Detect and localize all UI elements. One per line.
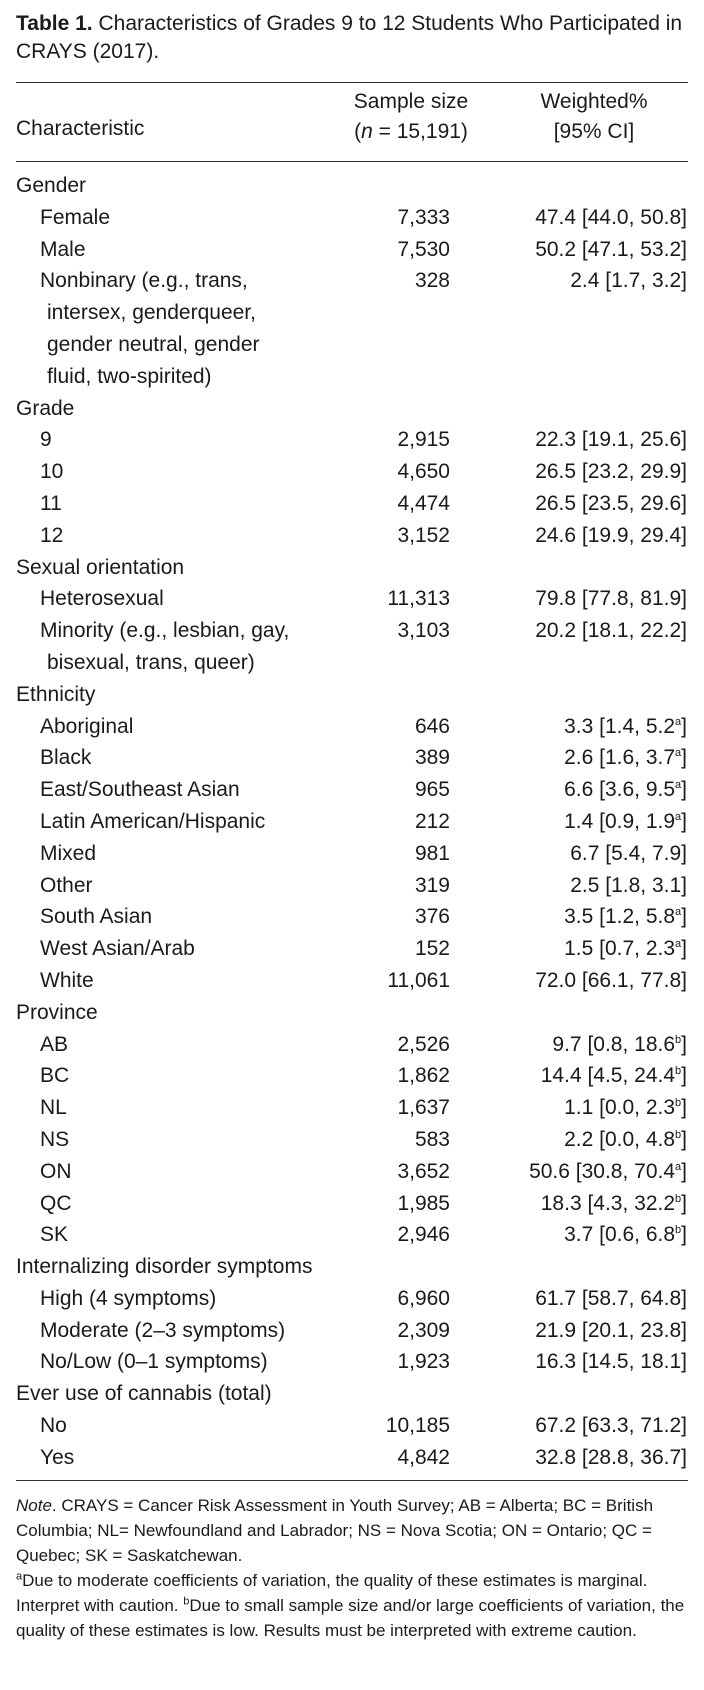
weighted-percent-value: 9.7 [0.8, 18.6 [552,1032,676,1056]
weighted-percent-value: 26.5 [23.5, 29.6] [535,491,687,515]
weighted-percent-value: 1.5 [0.7, 2.3 [564,937,676,961]
row-label-line: High (4 symptoms) [40,1286,217,1310]
caption-label: Table 1. [16,12,93,35]
sample-size-cell: 3,152 [397,523,450,547]
sample-size-cell: 1,637 [397,1096,450,1120]
weighted-percent-value: 2.2 [0.0, 4.8 [564,1127,676,1151]
weighted-percent-value: 50.6 [30.8, 70.4 [529,1159,676,1183]
table-row [16,1156,688,1188]
weighted-percent-cell: 50.6 [30.8, 70.4$^a$] [529,1159,687,1183]
sample-size-cell: 2,526 [397,1032,450,1056]
row-label [16,1442,332,1474]
weighted-percent-value: 1.1 [0.0, 2.3 [564,1096,676,1120]
footnote-marker: a [675,810,682,823]
sample-size-cell: 646 [414,714,450,738]
sample-size-cell: 212 [414,809,450,833]
row-label-line: White [40,968,94,992]
row-label-line: Female [40,205,111,229]
row-label [16,1092,332,1124]
table-row [16,1124,688,1156]
weighted-percent-cell [450,265,687,392]
group-label: Province [16,1000,98,1024]
sample-size-cell: 10,185 [385,1414,450,1438]
sample-size-cell: 2,309 [397,1318,450,1342]
row-label [16,933,332,965]
row-label-line: Heterosexual [40,587,164,611]
row-label-line: bisexual, trans, queer) [47,650,255,674]
row-label [16,774,332,806]
weighted-percent-value: 61.7 [58.7, 64.8] [535,1286,687,1310]
sample-size-cell: 4,842 [397,1445,450,1469]
footnote-marker: a [675,1160,682,1173]
table-row [16,202,688,234]
group-row [16,552,688,584]
header-sample-count: = 15,191) [372,120,468,143]
table-row [16,234,688,266]
sample-size-cell: 1,862 [397,1064,450,1088]
footnote-a-marker: a [16,1570,23,1583]
row-label [16,583,332,615]
weighted-percent-cell: 3.7 [0.6, 6.8$^b$] [564,1223,687,1247]
group-label: Sexual orientation [16,555,185,579]
sample-size-cell: 6,960 [397,1286,450,1310]
caption-text: Characteristics of Grades 9 to 12 Students Who Participated in CRAYS (2017). [16,12,683,63]
weighted-percent-value: 26.5 [23.2, 29.9] [535,460,687,484]
weighted-percent-value: 72.0 [66.1, 77.8] [535,968,687,992]
sample-size-cell: 152 [414,937,450,961]
weighted-percent-value: 2.4 [1.7, 3.2] [570,269,687,293]
footnote-b-marker: b [183,1595,190,1608]
row-label [16,615,332,679]
footnote-marker: a [675,938,682,951]
sample-size-cell: 7,530 [397,237,450,261]
weighted-percent-value: 21.9 [20.1, 23.8] [535,1318,687,1342]
row-label [16,265,332,392]
row-label [16,838,332,870]
sample-size-cell: 965 [414,778,450,802]
table-row [16,1410,688,1442]
row-label-line: 11 [40,491,62,515]
weighted-percent-cell [450,456,687,488]
header-sample-line1: Sample size [353,90,469,113]
weighted-percent-cell: 2.6 [1.6, 3.7$^a$] [564,746,687,770]
row-label-line: 10 [40,460,64,484]
weighted-percent-value: 14.4 [4.5, 24.4 [540,1064,676,1088]
table-row [16,933,688,965]
group-label: Grade [16,396,75,420]
row-label [16,424,332,456]
group-row [16,679,688,711]
row-label-line: 9 [40,428,52,452]
row-label-line: QC [40,1191,72,1215]
table-row [16,965,688,997]
weighted-percent-cell: 3.5 [1.2, 5.8$^a$] [564,905,687,929]
weighted-percent-value: 3.7 [0.6, 6.8 [564,1223,676,1247]
weighted-percent-cell: 1.5 [0.7, 2.3$^a$] [564,937,687,961]
weighted-percent-value: 3.5 [1.2, 5.8 [564,905,676,929]
table-row [16,615,688,679]
sample-size-cell: 11,313 [387,587,450,611]
row-label [16,520,332,552]
row-label [16,870,332,902]
row-label-line: East/Southeast Asian [40,778,240,802]
row-label-line: intersex, genderqueer, [47,301,256,325]
weighted-percent-cell [450,1346,687,1378]
table-row [16,774,688,806]
row-label-line: Moderate (2–3 symptoms) [40,1318,286,1342]
weighted-percent-cell [450,234,687,266]
row-label-line: gender neutral, gender [47,332,260,356]
group-label: Ethnicity [16,682,96,706]
weighted-percent-cell [450,870,687,902]
row-label [16,1283,332,1315]
note-footnotes [16,1568,688,1643]
weighted-percent-value: 22.3 [19.1, 25.6] [535,428,687,452]
table-row [16,265,688,392]
row-label-line: 12 [40,523,64,547]
table-row [16,1188,688,1220]
row-label-line: Other [40,873,93,897]
weighted-percent-value: 79.8 [77.8, 81.9] [535,587,687,611]
footnote-marker: b [675,1097,682,1110]
group-label: Gender [16,174,87,197]
table-notes [16,1493,688,1643]
row-label-line: Male [40,237,86,261]
row-label-line: Black [40,746,92,770]
footnote-marker: b [675,1192,682,1205]
row-label-line: NL [40,1096,67,1120]
row-label [16,234,332,266]
row-label [16,1410,332,1442]
weighted-percent-cell [450,202,687,234]
sample-size-cell: 389 [414,746,450,770]
row-label-line: Minority (e.g., lesbian, gay, [40,619,290,643]
header-characteristic: Characteristic [16,117,145,140]
row-label [16,742,332,774]
footnote-marker: b [675,1065,682,1078]
weighted-percent-cell [450,488,687,520]
weighted-percent-value: 6.7 [5.4, 7.9] [570,841,687,865]
group-label: Ever use of cannabis (total) [16,1382,272,1406]
weighted-percent-cell: 18.3 [4.3, 32.2$^b$] [540,1191,687,1215]
row-label-line: No/Low (0–1 symptoms) [40,1350,268,1374]
table-row [16,1219,688,1251]
weighted-percent-cell [450,1442,687,1474]
row-label [16,1060,332,1092]
weighted-percent-cell [450,1410,687,1442]
footnote-marker: a [675,779,682,792]
weighted-percent-cell: 3.3 [1.4, 5.2$^a$] [564,714,687,738]
row-label [16,202,332,234]
sample-size-cell: 7,333 [397,205,450,229]
weighted-percent-value: 2.6 [1.6, 3.7 [564,746,676,770]
sample-size-cell: 1,923 [397,1350,450,1374]
group-row [16,170,688,202]
row-label-line: BC [40,1064,70,1088]
header-sample-line2: (n = 15,191) [354,120,468,143]
sample-size-cell: 4,650 [397,460,450,484]
row-label [16,1219,332,1251]
weighted-percent-value: 3.3 [1.4, 5.2 [564,714,676,738]
note-abbreviations [16,1493,688,1568]
table-row [16,711,688,743]
row-label [16,488,332,520]
weighted-percent-cell [450,520,687,552]
weighted-percent-value: 18.3 [4.3, 32.2 [540,1191,676,1215]
weighted-percent-cell [450,615,687,679]
table-row [16,520,688,552]
table-row [16,838,688,870]
table-row [16,1092,688,1124]
row-label-line: NS [40,1127,70,1151]
weighted-percent-cell: 1.4 [0.9, 1.9$^a$] [564,809,687,833]
sample-size-cell: 583 [414,1127,450,1151]
header-weighted-line1: Weighted% [540,90,648,113]
row-label [16,901,332,933]
group-row [16,997,688,1029]
row-label [16,1346,332,1378]
table-row [16,870,688,902]
weighted-percent-cell: 9.7 [0.8, 18.6$^b$] [552,1032,687,1056]
table-page [16,10,688,1643]
footnote-marker: a [675,715,682,728]
row-label [16,965,332,997]
table-row [16,1283,688,1315]
header-weighted [514,87,674,147]
row-label-line: Yes [40,1445,75,1469]
sample-size-cell: 11,061 [387,968,450,992]
footnote-marker: a [675,906,682,919]
note-text: . CRAYS = Cancer Risk Assessment in Youth Survey; AB = Alberta; BC = British Columbia; NL= Newfoundland and Labrador; NS = Nova Scotia; ON = Ontario; QC = Quebec; SK = Saskatchewan. [16,1495,654,1565]
footnote-marker: b [675,1128,682,1141]
bottom-rule [16,1480,688,1481]
group-row [16,1251,688,1283]
sample-size-cell: 2,946 [397,1223,450,1247]
group-label: Internalizing disorder symptoms [16,1255,313,1279]
weighted-percent-value: 6.6 [3.6, 9.5 [564,778,676,802]
footnote-b-text: Due to small sample size and/or large coefficients of variation, the quality of these estimates is low. Results must be interpreted with extreme caution. [16,1595,685,1640]
row-label [16,1188,332,1220]
sample-size-cell: 376 [414,905,450,929]
table-caption [16,10,688,66]
weighted-percent-cell [450,1315,687,1347]
weighted-percent-value: 24.6 [19.9, 29.4] [535,523,687,547]
row-label [16,456,332,488]
group-row [16,1378,688,1410]
sample-size-cell: 981 [414,841,450,865]
table-row [16,583,688,615]
weighted-percent-cell [450,424,687,456]
sample-size-cell: 3,652 [397,1159,450,1183]
footnote-marker: b [675,1033,682,1046]
weighted-percent-cell [450,583,687,615]
table-row [16,488,688,520]
weighted-percent-cell: 14.4 [4.5, 24.4$^b$] [540,1064,687,1088]
sample-size-cell: 4,474 [397,491,450,515]
table-row [16,901,688,933]
row-label-line: West Asian/Arab [40,937,195,961]
row-label-line: AB [40,1032,69,1056]
sample-size-cell: 319 [414,873,450,897]
table-row [16,742,688,774]
row-label-line: Aboriginal [40,714,134,738]
row-label-line: SK [40,1223,69,1247]
row-label [16,1315,332,1347]
row-label [16,1029,332,1061]
header-sample-n: n [361,120,373,143]
weighted-percent-value: 2.5 [1.8, 3.1] [570,873,687,897]
table-row [16,1442,688,1474]
table-row [16,1029,688,1061]
weighted-percent-cell: 2.2 [0.0, 4.8$^b$] [564,1127,687,1151]
table-row [16,456,688,488]
row-label [16,806,332,838]
header-weighted-line2: [95% CI] [553,120,635,143]
table-row [16,806,688,838]
footnote-marker: a [675,747,682,760]
weighted-percent-cell: 6.6 [3.6, 9.5$^a$] [564,778,687,802]
row-label-line: South Asian [40,905,153,929]
header-sample-size [336,87,486,147]
table-row [16,1060,688,1092]
row-label-line: Nonbinary (e.g., trans, [40,269,248,293]
sample-size-cell: 1,985 [397,1191,450,1215]
row-label [16,711,332,743]
weighted-percent-cell [450,1283,687,1315]
sample-size-cell: 2,915 [397,428,450,452]
table-row [16,1346,688,1378]
footnote-marker: b [675,1224,682,1237]
weighted-percent-cell [450,965,687,997]
row-label-line: No [40,1414,67,1438]
weighted-percent-value: 1.4 [0.9, 1.9 [564,809,676,833]
table-row [16,424,688,456]
note-label: Note [16,1495,52,1515]
weighted-percent-value: 20.2 [18.1, 22.2] [535,619,687,643]
weighted-percent-value: 67.2 [63.3, 71.2] [535,1414,687,1438]
row-label-line: Mixed [40,841,97,865]
row-label-line: ON [40,1159,72,1183]
row-label-line: fluid, two-spirited) [47,364,212,388]
row-label [16,1156,332,1188]
weighted-percent-value: 16.3 [14.5, 18.1] [535,1350,687,1374]
weighted-percent-cell [450,838,687,870]
group-row [16,393,688,425]
table-body [16,162,688,1474]
sample-size-cell: 328 [414,269,450,293]
footnote-a-text: Due to moderate coefficients of variation, the quality of these estimates is marginal. Interpret with caution. [16,1570,648,1615]
weighted-percent-value: 32.8 [28.8, 36.7] [535,1445,687,1469]
table-header [16,83,688,161]
weighted-percent-value: 50.2 [47.1, 53.2] [535,237,687,261]
row-label [16,1124,332,1156]
weighted-percent-cell: 1.1 [0.0, 2.3$^b$] [564,1096,687,1120]
row-label-line: Latin American/Hispanic [40,809,266,833]
table-row [16,1315,688,1347]
weighted-percent-value: 47.4 [44.0, 50.8] [535,205,687,229]
sample-size-cell: 3,103 [397,619,450,643]
